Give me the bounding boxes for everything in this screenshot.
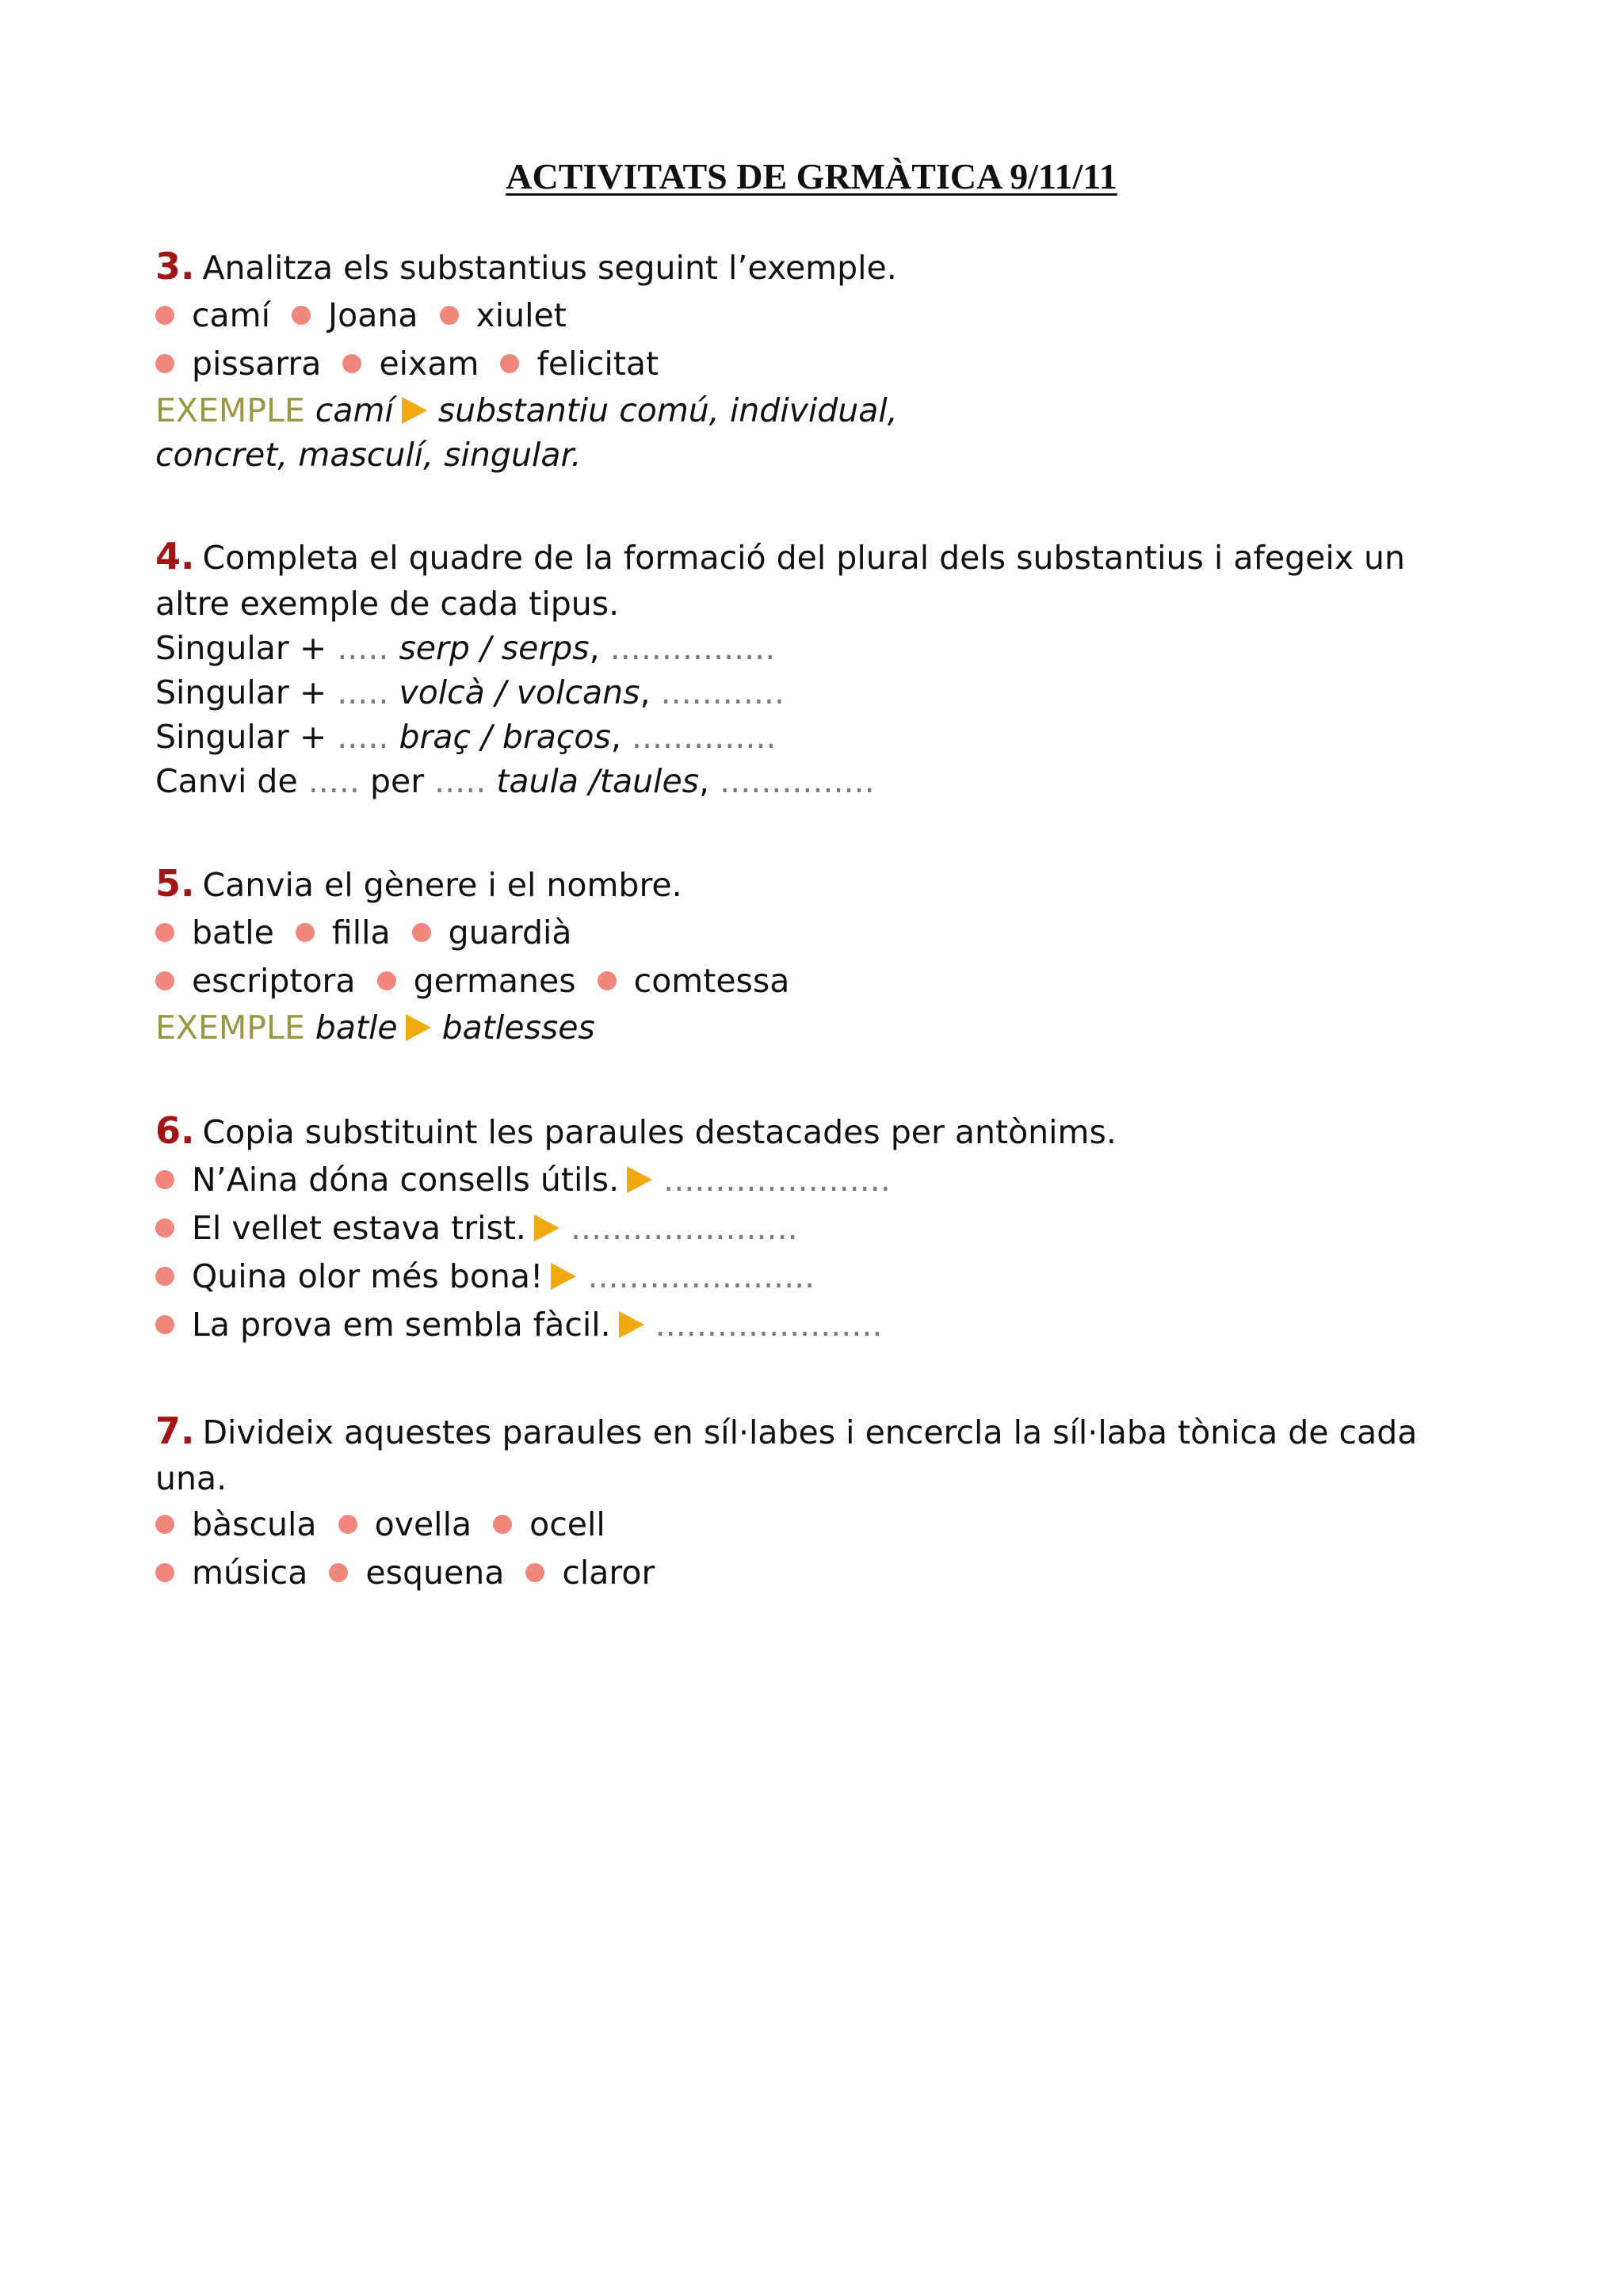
exercise-6-instruction: 6. Copia substituint les paraules destacades per antònims. [155,1109,1117,1152]
example-word: batle [315,1009,398,1047]
blank: ................ [609,629,776,667]
bullet-icon [155,1563,174,1582]
word-row [155,957,1471,1005]
blank: ..... [307,762,360,800]
word: Joana [328,296,418,334]
bullet-icon [500,354,519,373]
exercise-4 [155,532,1471,803]
bullet-icon [412,923,431,942]
sentence-item [155,1253,1471,1301]
bullet-icon [155,354,174,373]
answer-blank: ...................... [570,1209,798,1247]
example-answer: batlesses [441,1009,595,1047]
bullet-icon [338,1515,357,1534]
word: eixam [379,345,479,383]
bullet-icon [525,1563,544,1582]
example-label: EXEMPLE [155,391,305,429]
word: esquena [365,1554,505,1592]
word: batle [192,913,274,952]
example-line-continued [155,433,1471,477]
blank: ..... [434,762,487,800]
word-row [155,1501,1471,1549]
arrow-right-icon [551,1263,576,1290]
sentence: Quina olor més bona! [192,1257,544,1295]
sentence-item [155,1156,1471,1204]
plural-rule-line: Canvi de ..... per ..... taula /taules, ............... [155,762,875,800]
bullet-icon [155,306,174,325]
exercise-number: 7. [155,1409,195,1452]
exercise-7-instruction-cont: una. [155,1459,227,1497]
word: guardià [448,913,572,952]
word: bàscula [192,1505,317,1543]
exercise-7 [155,1407,1471,1597]
word-row [155,1549,1471,1597]
plural-rule-line: Singular + ..... serp / serps, ................ [155,629,776,667]
exercise-number: 5. [155,862,195,905]
bullet-icon [598,971,617,990]
example-label: EXEMPLE [155,1009,305,1047]
bullet-icon [155,1515,174,1534]
arrow-right-icon [402,397,427,424]
arrow-right-icon [627,1166,652,1193]
bullet-icon [377,971,396,990]
example-line [155,1005,1471,1050]
exercise-number: 4. [155,535,195,578]
blank: ............... [720,762,875,800]
answer-blank: ...................... [587,1257,815,1295]
word-row [155,292,1471,340]
word: claror [562,1554,655,1592]
plural-example: volcà / volcans [399,673,640,711]
bullet-icon [440,306,459,325]
word: música [192,1554,308,1592]
bullet-icon [155,1315,174,1334]
exercise-3 [155,242,1471,477]
sentence: El vellet estava trist. [192,1209,526,1247]
bullet-icon [155,1219,174,1238]
sentence-item [155,1301,1471,1349]
bullet-icon [155,971,174,990]
word: ovella [374,1505,472,1543]
word: ocell [529,1505,605,1543]
word: camí [192,296,270,334]
blank: .............. [631,718,777,756]
word: felicitat [537,345,659,383]
plural-example: serp / serps [399,629,590,667]
word: xiulet [475,296,567,334]
example-answer: substantiu comú, individual, [437,391,898,429]
word: pissarra [192,345,322,383]
blank: ............ [660,673,785,711]
answer-blank: ...................... [663,1161,891,1199]
bullet-icon [329,1563,348,1582]
bullet-icon [296,923,315,942]
arrow-right-icon [534,1215,559,1241]
sentence: La prova em sembla fàcil. [192,1306,611,1344]
example-answer: concret, masculí, singular. [155,436,582,474]
exercise-4-instruction-cont: altre exemple de cada tipus. [155,585,620,623]
bullet-icon [493,1515,512,1534]
bullet-icon [155,1170,174,1189]
example-word: camí [315,391,394,429]
plural-example: taula /taules [496,762,700,800]
arrow-right-icon [619,1311,644,1338]
exercise-number: 3. [155,245,195,288]
blank: ..... [337,629,389,667]
plural-example: braç / braços [399,718,611,756]
blank: ..... [337,718,389,756]
exercise-6 [155,1107,1471,1349]
sentence: N’Aina dóna consells útils. [192,1161,620,1199]
exercise-7-instruction: 7. Divideix aquestes paraules en síl·labes i encercla la síl·laba tònica de cada [155,1409,1418,1452]
word: comtessa [633,962,790,1000]
exercise-5-instruction: 5. Canvia el gènere i el nombre. [155,862,682,905]
word: germanes [413,962,576,1000]
word: filla [331,913,391,952]
exercise-5 [155,860,1471,1050]
exercise-3-instruction: 3. Analitza els substantius seguint l’exemple. [155,245,897,288]
plural-rule-line: Singular + ..... braç / braços, .............. [155,718,777,756]
arrow-right-icon [406,1014,431,1041]
bullet-icon [155,923,174,942]
bullet-icon [155,1267,174,1286]
bullet-icon [292,306,311,325]
answer-blank: ...................... [655,1306,883,1344]
plural-rule-line: Singular + ..... volcà / volcans, ............ [155,673,785,711]
sentence-item [155,1204,1471,1253]
exercise-number: 6. [155,1109,195,1152]
page-title: ACTIVITATS DE GRMÀTICA 9/11/11 [506,156,1117,196]
exercise-4-instruction: 4. Completa el quadre de la formació del plural dels substantius i afegeix un [155,535,1406,578]
example-line [155,388,1471,433]
blank: ..... [337,673,389,711]
word-row [155,909,1471,957]
word-row [155,340,1471,388]
bullet-icon [342,354,361,373]
word: escriptora [192,962,356,1000]
